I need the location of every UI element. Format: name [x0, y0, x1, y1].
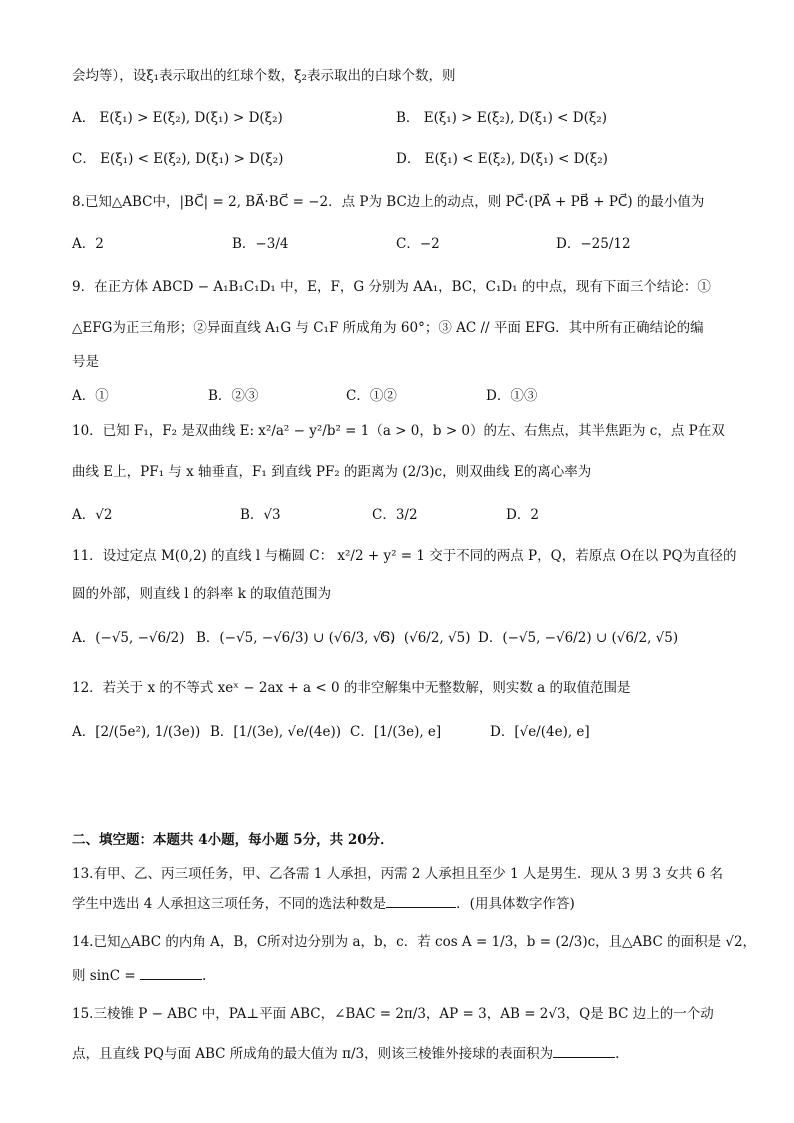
q12-option-a: A．[2/(5e²), 1/(3e)): [72, 724, 201, 740]
q11-option-c: C．(√6/2, √5): [380, 630, 471, 646]
q15-line-2-text: 点，且直线 PQ与面 ABC 所成角的最大值为 π/3，则该三棱锥外接球的表面积为: [72, 1046, 554, 1062]
q9-option-b: B．②③: [208, 388, 259, 404]
q14-line-1: 14.已知△ABC 的内角 A，B，C所对边分别为 a，b，c．若 cos A = 1/3，b = (2/3)c，且△ABC 的面积是 √2，: [72, 934, 757, 950]
q9-line-2: △EFG为正三角形；②异面直线 A₁G 与 C₁F 所成角为 60°；③ AC // 平面 EFG．其中所有正确结论的编: [72, 320, 704, 336]
q12-option-b: B．[1/(3e), √e/(4e)): [210, 724, 342, 740]
q11-line-2: 圆的外部，则直线 l 的斜率 k 的取值范围为: [72, 586, 332, 602]
q7-option-d: D． E(ξ₁) < E(ξ₂), D(ξ₁) < D(ξ₂): [396, 151, 608, 167]
q10-line-1: 10．已知 F₁，F₂ 是双曲线 E: x²/a² − y²/b² = 1（a > 0，b > 0）的左、右焦点，其半焦距为 c，点 P在双: [72, 423, 725, 439]
q15-line-2-tail: .: [615, 1046, 620, 1062]
q12-option-c: C．[1/(3e), e]: [350, 724, 442, 740]
q8-stem: 8.已知△ABC中，|BC⃗| = 2, BA⃗·BC⃗ = −2．点 P为 BC边上的动点，则 PC⃗·(PA⃗ + PB⃗ + PC⃗) 的最小值为: [72, 194, 705, 210]
q15-answer-blank[interactable]: [553, 1045, 615, 1058]
q10-option-a: A．√2: [72, 507, 113, 523]
q13-line-2-text: 学生中选出 4 人承担这三项任务，不同的选法种数是: [72, 896, 387, 912]
q9-option-c: C．①②: [346, 388, 397, 404]
q10-option-b: B．√3: [240, 507, 281, 523]
q11-line-1: 11．设过定点 M(0,2) 的直线 l 与椭圆 C： x²/2 + y² = 1 交于不同的两点 P，Q，若原点 O在以 PQ为直径的: [72, 548, 737, 564]
intro-line: 会均等），设ξ₁表示取出的红球个数，ξ₂表示取出的白球个数，则: [72, 68, 456, 84]
q8-option-a: A．2: [72, 236, 104, 252]
q10-line-2: 曲线 E上，PF₁ 与 x 轴垂直，F₁ 到直线 PF₂ 的距离为 (2/3)c，则双曲线 E的离心率为: [72, 464, 592, 480]
q11-option-d: D．(−√5, −√6/2) ∪ (√6/2, √5): [478, 630, 679, 646]
q15-line-2: [72, 1042, 619, 1062]
q9-option-a: A．①: [72, 388, 109, 404]
q14-answer-blank[interactable]: [140, 967, 202, 980]
q14-line-2: [72, 964, 206, 984]
q7-option-a: A． E(ξ₁) > E(ξ₂), D(ξ₁) > D(ξ₂): [72, 110, 283, 126]
q8-option-d: D．−25/12: [556, 236, 631, 252]
q11-option-b: B．(−√5, −√6/3) ∪ (√6/3, √5): [196, 630, 396, 646]
q9-line-1: 9．在正方体 ABCD − A₁B₁C₁D₁ 中，E，F，G 分别为 AA₁，BC，C₁D₁ 的中点，现有下面三个结论：①: [72, 279, 711, 295]
q13-line-2-tail: ．(用具体数字作答): [456, 896, 575, 912]
q8-option-b: B．−3/4: [232, 236, 289, 252]
q7-option-c: C． E(ξ₁) < E(ξ₂), D(ξ₁) > D(ξ₂): [72, 151, 284, 167]
q10-option-c: C．3/2: [372, 507, 418, 523]
q14-line-2-tail: .: [201, 968, 207, 984]
section-2-heading: 二、填空题：本题共 4小题，每小题 5分，共 20分．: [72, 832, 394, 848]
q8-option-c: C．−2: [396, 236, 440, 252]
q15-line-1: 15.三棱锥 P − ABC 中，PA⊥平面 ABC，∠BAC = 2π/3，AP = 3，AB = 2√3，Q是 BC 边上的一个动: [72, 1006, 714, 1022]
q12-option-d: D．[√e/(4e), e]: [490, 724, 590, 740]
q13-answer-blank[interactable]: [386, 895, 456, 908]
q9-line-3: 号是: [72, 354, 99, 370]
q13-line-2: [72, 892, 575, 912]
q10-option-d: D．2: [506, 507, 539, 523]
q7-option-b: B． E(ξ₁) > E(ξ₂), D(ξ₁) < D(ξ₂): [396, 110, 607, 126]
q9-option-d: D．①③: [486, 388, 538, 404]
q11-option-a: A．(−√5, −√6/2): [72, 630, 185, 646]
q13-line-1: 13.有甲、乙、丙三项任务，甲、乙各需 1 人承担，丙需 2 人承担且至少 1 人是男生．现从 3 男 3 女共 6 名: [72, 866, 723, 882]
q14-line-2-text: 则 sinC =: [72, 968, 136, 984]
q12-stem: 12．若关于 x 的不等式 xeˣ − 2ax + a < 0 的非空解集中无整数解，则实数 a 的取值范围是: [72, 680, 631, 696]
